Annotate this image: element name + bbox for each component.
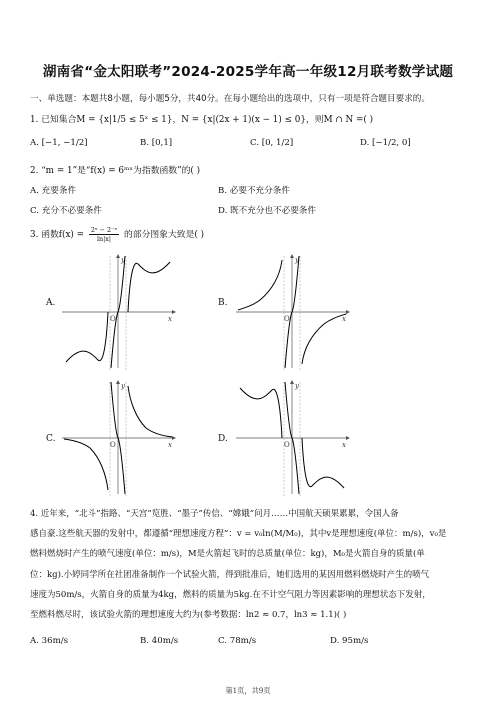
graph-d-y-label: y: [295, 382, 299, 390]
q4-line-5: 速度为50m/s，火箭自身的质量为4kg，燃料的质量为5kg.在不计空气阻力等因素影响的理想状态下发射，: [30, 589, 431, 600]
section-heading: 一、单选题：本题共8小题，每小题5分，共40分。在每小题给出的选项中，只有一项是符合题目要求的。: [30, 94, 430, 104]
q3-stem-suffix: 的部分图象大致是( ): [123, 230, 205, 240]
question-2-stem: 2. “m = 1”是“f(x) = 6ᵐˣ为指数函数”的( ): [30, 166, 201, 176]
q4-line-4: 位：kg).小婷同学所在社团准备制作一个试验火箭，得到批准后，她们选用的某因用燃料燃烧时产生的喷气: [30, 569, 430, 580]
graph-d-curve-left: [240, 388, 282, 438]
graph-b-x-label: x: [342, 315, 346, 323]
graph-d-x-arrow: [346, 436, 350, 440]
question-1-stem: 1. 已知集合M = {x|1/5 ≤ 5ˣ ≤ 1}，N = {x|(2x + 1)(x − 1) ≤ 0}，则M ∩ N =( ): [30, 115, 374, 125]
graph-c-x-arrow: [172, 436, 176, 440]
question-4-text: [30, 504, 470, 625]
q4-line-6: 至燃料燃尽时，该试验火箭的理想速度大约为(参考数据：ln2 ≈ 0.7，ln3 ≈ 1.1)( ): [30, 610, 347, 621]
graph-c: [58, 378, 178, 498]
graph-d-label: D.: [218, 434, 228, 444]
graph-b-y-arrow: [290, 254, 294, 258]
q4-option-c: C. 78m/s: [218, 636, 257, 646]
graph-a-x-label: x: [168, 315, 172, 323]
graph-c-origin: O: [110, 441, 116, 449]
q4-line-3: 燃料燃烧时产生的喷气速度(单位：m/s)，M是火箭起飞时的总质量(单位：kg)，M₀是火箭自身的质量(单: [30, 549, 425, 560]
graph-a-label: A.: [46, 298, 56, 308]
q1-option-d: D. [−1/2, 0]: [360, 138, 411, 148]
graph-a-curve-right: [128, 262, 170, 312]
graph-c-curve-right: [128, 386, 172, 437]
q3-numerator: 2ˣ − 2⁻ˣ: [90, 226, 118, 234]
graph-c-x-label: x: [168, 441, 172, 449]
graph-b-y-label: y: [295, 256, 299, 264]
graph-c-y-arrow: [116, 380, 120, 384]
graph-c-curve-left: [64, 439, 108, 490]
page-footer: 第1页，共9页: [225, 686, 271, 695]
graph-c-y-label: y: [121, 382, 125, 390]
graph-a-y-arrow: [116, 254, 120, 258]
q4-option-b: B. 40m/s: [140, 636, 179, 646]
graph-a-x-arrow: [172, 310, 176, 314]
q4-line-2: 感自豪.这些航天器的发射中，都遵循“理想速度方程”：v = v₀ln(M/M₀)，其中v是理想速度(单位：m/s)，v₀是: [30, 529, 447, 540]
q4-option-d: D. 95m/s: [330, 636, 369, 646]
q3-stem-prefix: 3. 函数f(x) =: [30, 230, 85, 240]
question-3-stem: [30, 226, 204, 243]
q2-option-c: C. 充分不必要条件: [30, 206, 102, 216]
q2-option-d: D. 既不充分也不必要条件: [218, 206, 316, 216]
graph-d-curve-right: [302, 438, 344, 488]
graph-a: [58, 252, 178, 372]
graph-b-origin: O: [284, 315, 290, 323]
graph-d-origin: O: [284, 441, 290, 449]
graph-b-curve-right: [302, 314, 346, 364]
graph-d-y-arrow: [290, 380, 294, 384]
q4-option-a: A. 36m/s: [30, 636, 69, 646]
graph-d-x-label: x: [342, 441, 346, 449]
graph-b-label: B.: [218, 298, 228, 308]
q2-option-a: A. 充要条件: [30, 186, 77, 196]
graph-c-label: C.: [46, 434, 56, 444]
q3-fraction: [89, 226, 119, 243]
q3-denominator: ln|x|: [96, 235, 112, 243]
q4-line-1: 4. 近年来，“北斗”指路、“天宫”览胜、“墨子”传信、“嫦娥”问月……中国航天硕果累累，令国人备: [30, 509, 399, 519]
q2-option-b: B. 必要不充分条件: [218, 186, 290, 196]
graph-a-origin: O: [110, 315, 116, 323]
q1-option-a: A. [−1, −1/2]: [30, 138, 88, 148]
graph-a-y-label: y: [121, 256, 125, 264]
graph-b: [232, 252, 352, 372]
q1-option-c: C. [0, 1/2]: [250, 138, 294, 148]
page-title: 湖南省“金太阳联考”2024-2025学年高一年级12月联考数学试题: [42, 64, 454, 80]
graph-b-curve-left: [238, 260, 282, 310]
q1-option-b: B. [0,1]: [140, 138, 173, 148]
graph-b-x-arrow: [346, 310, 350, 314]
graph-d: [232, 378, 352, 498]
graph-a-curve-left: [66, 312, 108, 362]
